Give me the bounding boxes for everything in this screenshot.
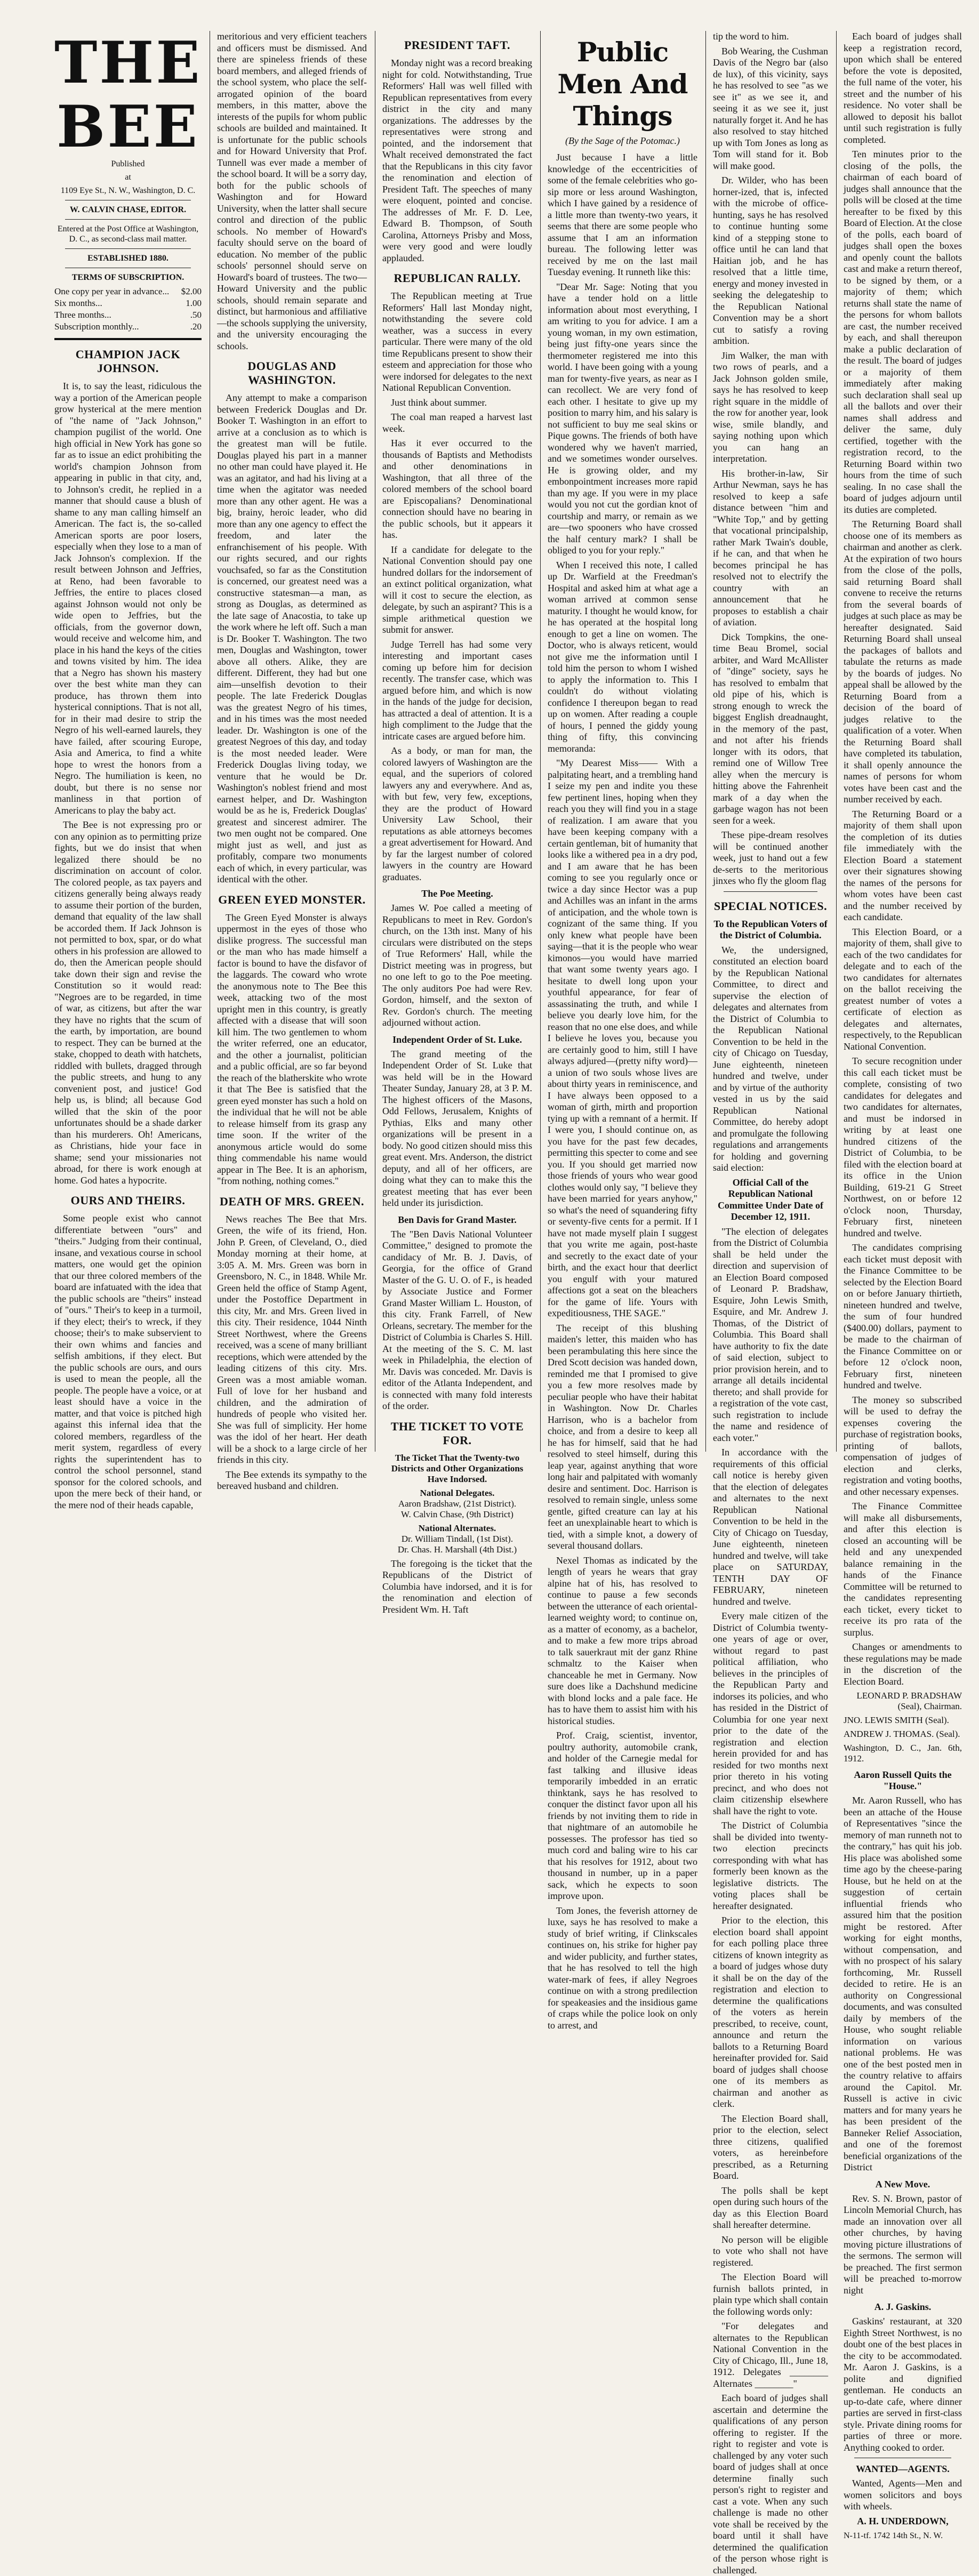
article-paragraph: The Election Board shall, prior to the election, select three citizens, qualified voters, as hereinbefore prescribed, as a Returning Board. — [713, 2113, 828, 2181]
article-paragraph: The Finance Committee will make all disbursements, and after this election is closed an accounting will be held and any unexpended balance remaining in the hands of the Finance Committee will be returned to the candidates representing each ticket, every ticket to receive its pro rata of the surplus. — [844, 1501, 962, 1638]
article-paragraph: Some people exist who cannot differentiate between "ours" and "theirs." Judging from their continual, insane, and vexatious course in school matters, one would get the opinion that our three colored members of the board are infatuated with the idea that the public schools are "theirs" instead of "ours." Their's to keep in a turmoil, if they elect; their's to wreck, if they choose; their's to make subservient to their own whims and fancies and selfish ambitions, if they elect. But the public schools are ours, and ours is used to mean the people, all the people. The people have a voice, or at least should have a voice in the matter, and that voice is pitched high against this infernal idea that the colored members, regardless of the merit system, regardless of every rights the superintendent has to control the school personnel, stand sponsor for the colored schools, and upon the mere beck of their hand, or the mere nod of their heads capable, — [54, 1213, 202, 1510]
signature: LEONARD P. BRADSHAW (Seal), Chairman. — [856, 1690, 962, 1711]
article-title: SPECIAL NOTICES. — [713, 899, 828, 913]
article-paragraph: The Green Eyed Monster is always uppermost in the eyes of those who dislike progress. The successful man or the man who has made himself a factor is bound to have the disfavor of the laggards. The coward who wrote the anonymous note to The Bee this week, attacking two of the most upright men in this country, is greatly affected with a disease that will soon kill him. The two gentlemen to whom the writer referred, one an educator, and the other a journalist, politician and a public official, are so far beyond the reach of the blatherskite who wrote it that The Bee is satisfied that the green eyed monster has such a hold on the individual that he will not be able to release himself from its grasp any time soon. If the writer of the anonymous article would do some thing commendable his name would appear in The Bee. It is an aphorism, "from nothing, nothing comes." — [217, 912, 367, 1186]
article-title: GREEN EYED MONSTER. — [218, 892, 366, 906]
article-paragraph: Dr. Wilder, who has been horner-ized, that is, infected with the microbe of office-hunting, says he has resolved to continue hunting some kind of a stepping stone to office until he can land that Haitian job, and he has resolved that a little time, energy and money invested in seeking the delegateship to the Republican National Convention may be a short cut to satisfy a roving ambition. — [713, 175, 828, 346]
article-paragraph: Prof. Craig, scientist, inventor, poultry authority, automobile crank, and holder of the Carnegie medal for fast talking and illusive ideas temporarily imbedded in an erratic thinktank, says he has resolved to conquer the distinct favor upon all his friends by not inviting them to ride in that nightmare of an automobile he possesses. The professor has tied so much cord and baling wire to his car that his resolves for 1912, about two thousand in number, up in a paper sack, which he expects to soon improve upon. — [548, 1730, 697, 1901]
article-title: DOUGLAS AND WASHINGTON. — [247, 359, 336, 387]
article-paragraph: Judge Terrell has had some very interesting and important cases coming up before him for decision recently. The transfer case, which was argued before him, and which is now in the hands of the judge for decision, has attracted a deal of attention. It is a high compliment to the Judge that the intricate cases are argued before him. — [382, 639, 532, 742]
article-title: Ben Davis for Grand Master. — [398, 1214, 517, 1225]
article-paragraph: The "Ben Davis National Volunteer Committee," designed to promote the candidacy of Mr. B. J. Davis, of Georgia, for the office of Grand Master of the G. U. O. of F., is headed by Associate Justice and Former Grand Master William L. Houston, of this city. Frank Farrell, of New Orleans, secretary. The member for the District of Columbia is Charles S. Hill. At the meeting of the S. C. M. last week in Philadelphia, the election of Mr. Davis was conceded. Mr. Davis is editor of the Atlanta Independent, and is connected with many fold interests of the order. — [382, 1228, 532, 1411]
article-title: OURS AND THEIRS. — [70, 1194, 186, 1207]
article-paragraph: Each board of judges shall keep a registration record, upon which shall be entered before the vote is deposited, the full name of the voter, his street and the number of his residence. No voter shall be allowed to deposit his ballot until such registration is fully completed. — [844, 31, 962, 145]
article-paragraph: These pipe-dream resolves will be continued another week, just to hand out a few de-serts to the meritorious jinxes who fly the gloom flag — [713, 830, 828, 886]
article-paragraph: The Election Board will furnish ballots printed, in plain type which shall contain the following words only: — [713, 2272, 828, 2317]
article-paragraph: Tom Jones, the feverish attorney de luxe, says he has resolved to make a study of brief writing, if Clinkscales continues on, his strike for higher pay and wider publicity, and further states, that he has resolved to tell the high water-mark of fees, if alley Negroes continue on with a strong predilection for speakeasies and the insidious game of craps while the police look on only to arrest, and — [548, 1905, 697, 2031]
terms-row: Six months... 1.00 — [54, 298, 202, 308]
terms-row: Three months... .50 — [54, 310, 202, 320]
article-paragraph: In accordance with the requirements of this official call notice is hereby given that the election of delegates and alternates to the next Republican National Convention to be held in the City of Chicago on Tuesday, June eighteenth, nineteen hundred and twelve, will take place on SATURDAY, TENTH DAY OF FEBRUARY, nineteen hundred and twelve. — [713, 1447, 828, 1607]
article-paragraph: Any attempt to make a comparison between Frederick Douglas and Dr. Booker T. Washington in an effort to arrive at a conclusion as to which is the greatest man will be futile. Douglas played his part in a manner no other man could have played it. He was an agitator, and had his living at a time when the agitator was needed more than any other agent. He was a big, brainy, heroic leader, who did more than any one agency to effect the freedom, and later the enfranchisement of his people. With our rights secured, and our rights vouchsafed, so far as the Constitution is concerned, our greatest need was a constructive statesman—a man, as strong as Douglas, as determined as the late sage of Anacostia, to take up the work where he left off. Such a man is Dr. Booker T. Washington. The two men, Douglas and Washington, tower above all others. Alike, they are different. Different, they had but one aim—unselfish devotion to their people. The late Frederick Douglas was the greatest Negro of his times, and in his times was the most needed leader. Dr. Washington is one of the greatest Negroes of this day, and today is the most needed leader. Were Frederick Douglas living today, we venture that he would be Dr. Washington's noblest friend and most earnest helper, and Dr. Washington would be as he is, Frederick Douglas' greatest and sincerest admirer. The two men ought not be compared. One might just as well, and just as profitably, compare two monuments each of which, in every particular, was identical with the other. — [217, 392, 367, 884]
ticket-alternate: Dr. William Tindall, (1st Dist). — [401, 1533, 513, 1544]
published-label: Published — [111, 159, 145, 168]
article-paragraph: Nexel Thomas as indicated by the length of years he wears that gray alpine hat of his, has resolved to continue to pause a few seconds between the utterance of each oriental-learned weighty word; to continue on, as a matter of economy, as a bachelor, and to make a few more trips abroad to talk sauerkraut mit der ganz Rhine schmaltz to the Kaiser when chanceable he met in Germany. Now sure does like a Dachshund medicine with blond locks and a pale face. He has to have them to assist him with his historical studies. — [548, 1555, 697, 1726]
article-paragraph: "Dear Mr. Sage: Noting that you have a tender hold on a little information about most everything, I am writing to you for advice. I am a young woman, in my own estimation, being just fifty-one years since the thermometer registered me into this world. I have been going with a young man for twenty-five years, as near as I can recollect. We are very fond of each other. I hesitate to give up my position to marry him, and his salary is not sufficient to buy me seal skins or Pique gowns. The friends of both have wondered why we haven't married, and we sometimes wonder ourselves. He is growing older, and my embonpointment increases more rapid than my age. If you were in my place would you not cut the gordian knot of courtship and marry, or remain as we are—two spooners who have crossed the half century mark? I shall be obliged to you for your reply." — [548, 281, 697, 556]
article-paragraph: Each board of judges shall ascertain and determine the qualifications of any person offering to register. If the right to register and vote is challenged by any voter such board of judges shall at once determine finally such person's right to register and cast a vote. When any such challenge is made no other vote shall be received by the board until it shall have determined the qualification of the person whose right is challenged. — [713, 2393, 828, 2575]
article-paragraph: We, the undersigned, constituted an election board by the Republican National Committee, to direct and supervise the election of delegates and alternates from the District of Columbia to the Republican National Convention to be held in the city of Chicago on Tuesday, June eighteenth, nineteen hundred and twelve, under and by virtue of the authority vested in us by the said Republican National Committee, do hereby adopt and promulgate the following regulations and arrangements for holding and governing said election: — [713, 944, 828, 1173]
terms-row: One copy per year in advance... $2.00 — [54, 286, 202, 296]
article-paragraph: The Republican meeting at True Reformers' Hall last Monday night, notwithstanding the severe cold weather, was a success in every particular. There were many of the old time Republicans present to show their esteem and appreciation for those who were indorsed for delegates to the next National Republican Convention. — [382, 291, 532, 393]
established: ESTABLISHED 1880. — [87, 254, 168, 263]
column-5 — [707, 31, 834, 2575]
article-paragraph: The Bee extends its sympathy to the bereaved husband and children. — [217, 1469, 367, 1491]
advertiser-address: N-11-tf. 1742 14th St., N. W. — [844, 2531, 943, 2540]
ticket-alternates-title: National Alternates. — [418, 1523, 496, 1533]
article-paragraph: Wanted, Agents—Men and women solicitors and boys with wheels. — [844, 2478, 962, 2511]
article-paragraph: His brother-in-law, Sir Arthur Newman, says he has resolved to keep a safe distance between "him and "White Top," and by getting that vocational principalship, rather Mark Twain's double, if he can, and that when he becomes principal he has resolved not to electrify the country with an announcement that he proposes to establish a chair of aviation. — [713, 468, 828, 627]
column-3 — [376, 31, 539, 1615]
article-paragraph: Ten minutes prior to the closing of the polls, the chairman of each board of judges shall announce that the polls will be closed at the time hereafter to be fixed by this Board of Election. At the close of the polls, each board of judges shall open the boxes and openly count the ballots cast and make a return thereof, to be signed by them, or a majority of them; which returns shall state the name of the persons for whom ballots are cast, the number received by each, and shall thereupon make a public declaration of the result. The board of judges or a majority of them immediately after making such declaration shall seal up all the ballots and over their names shall address and deliver the same, duly certified, together with the registration record, to the Returning Board within two hours from the time of such sealing. In no case shall the board of judges adjourn until its duties are completed. — [844, 149, 962, 515]
column-1 — [48, 29, 208, 1510]
article-title: REPUBLICAN RALLY. — [394, 271, 521, 285]
article-paragraph: The candidates comprising each ticket must deposit with the Finance Committee to be selected by the Election Board on or before January thirtieth, nineteen hundred and twelve, the sum of four hundred ($400.00) dollars, payment to be made to the chairman of the Finance Committee on or before 12 o'clock noon, February first, nineteen hundred and twelve. — [844, 1242, 962, 1390]
article-paragraph: "The election of delegates from the District of Columbia shall be held under the direction and supervision of an Election Board composed of Leonard P. Bradshaw, Esquire, John Lewis Smith, Esquire, and Mr. Andrew J. Thomas, of the District of Columbia. This Board shall have authority to fix the date of said election, subject to prior provision herein, and to arrange all details incidental thereto; and shall provide for a registration of the vote cast, such registration to include the name and residence of each voter." — [713, 1226, 828, 1443]
article-subtitle: To the Republican Voters of the District of Columbia. — [713, 918, 828, 940]
article-paragraph: This Election Board, or a majority of them, shall give to each of the two candidates for delegate and to each of the two candidates for alternates on the ballot receiving the greatest number of votes a certificate of election as delegates and alternates, respectively, to the Republican National Convention. — [844, 926, 962, 1052]
article-paragraph: Bob Wearing, the Cushman Davis of the Negro bar (also de lux), of this vicinity, says he has resolved to see "as we see it" as we see it, and seeing it as we see it, just naturally forget it. And he has also resolved to stay hitched up with Tom Jones as long as Tom will stand for it. Bob will make good. — [713, 45, 828, 171]
article-paragraph: No person will be eligible to vote who shall not have registered. — [713, 2234, 828, 2268]
article-title: DEATH OF MRS. GREEN. — [220, 1194, 364, 1208]
article-title: THE TICKET TO VOTE FOR. — [390, 1419, 524, 1447]
article-paragraph: To secure recognition under this call each ticket must be complete, consisting of two candidates for delegates and two candidates for alternates, and must be indorsed in writing by at least one hundred citizens of the District of Columbia, to be filed with the election board at its office in the Union Building, 619-21 G Street Northwest, on or before 12 o'clock noon, Thursday, February first, nineteen hundred and twelve. — [844, 1056, 962, 1238]
article-paragraph: The polls shall be kept open during such hours of the day as this Election Board shall hereafter determine. — [713, 2185, 828, 2230]
ticket-delegate: Aaron Bradshaw, (21st District). — [398, 1498, 517, 1509]
article-paragraph: As a body, or man for man, the colored lawyers of Washington are the equal, and the superiors of colored lawyers any and everywhere. And as, with but few, very few, exceptions, they are the product of Howard University Law School, their reputations as able attorneys becomes a great advertisement for Howard. And by far the largest number of colored lawyers in the country are Howard graduates. — [382, 745, 532, 882]
ticket-alternate: Dr. Chas. H. Marshall (4th Dist.) — [397, 1544, 517, 1555]
column-4 — [541, 31, 704, 2031]
editor: W. CALVIN CHASE, EDITOR. — [69, 205, 187, 214]
article-paragraph: Just because I have a little knowledge of the eccentricities of some of the female celebrities who go-sip more or less around Washington, which I have gained by a residence of a little more than twenty-two years, it seems that there are some people who assume that I am an information bureau. The following letter was received by me on the last mail Tuesday evening. It runneth like this: — [548, 152, 697, 277]
article-paragraph: meritorious and very efficient teachers and officers must be dismissed. And there are spineless friends of these board members, and alleged friends of the school system, who place the self-arrogated opinion of the board members, in this matter, above the interests of the pupils for whom public schools are builded and maintained. It is unfortunate for the public schools and for Howard University that Prof. Tunnell was ever made a member of the school board. It will be a sorry day, both for the public schools of Washington and for Howard University, when the latter shall secure control and direction of the public schools. No member of Howard's faculty should serve on the board of education. No member of the public schools' personnel should serve on Howard's board of trustees. The two—Howard University and the public schools, should remain separate and distinct, but harmonious and affiliative—the schools supplying the university, and the university encouraging the schools. — [217, 31, 367, 351]
terms-title: TERMS OF SUBSCRIPTION. — [71, 273, 184, 282]
article-paragraph: The money so subscribed will be used to defray the expenses covering the purchase of registration books, printing of ballots, compensation of judges of election and clerks, registration and voting booths, and other necessary expenses. — [844, 1394, 962, 1497]
article-title: CHAMPION JACK JOHNSON. — [75, 348, 181, 375]
article-title: Independent Order of St. Luke. — [392, 1034, 522, 1045]
article-title: The Poe Meeting. — [421, 888, 493, 899]
feature-title: Public Men And Things — [557, 36, 688, 132]
article-paragraph: If a candidate for delegate to the National Convention should pay one hundred dollars for the indorsement of an extinct political organization, what will it cost to secure the election, as delegate, by such an aspirant? This is a simple arithmetical question we submit for answer. — [382, 544, 532, 635]
ticket-delegate: W. Calvin Chase, (9th District) — [401, 1509, 513, 1519]
article-paragraph: The receipt of this blushing maiden's letter, this maiden who has been perambulating this here since the Dred Scott decision was handed down, reminded me that I promised to give you a few more resolves made by peculiar people who have their habitat in Washington. Now Dr. Charles Harrison, who is a bachelor from choice, and from a desire to keep all he has for himself, said that he had resolved to steel himself, during this leap year, against anything that wore long hair and palpitated with womanly desire and sentiment. Doc. Harrison is resolved to remain single, unless some gentle, gifted creature can lay at his feet an unexplainable heart to which is tied, with a simple knot, a dowery of several thousand dollars. — [548, 1322, 697, 1551]
entered-notice: Entered at the Post Office at Washington, D. C., as second-class mail matter. — [57, 224, 199, 244]
article-paragraph: The Returning Board or a majority of them shall upon the completion of its duties file immediately with the Election Board a statement over their signatures showing the names of the persons for whom votes have been cast and the number received by each candidate. — [844, 808, 962, 922]
advertiser-name: A. H. UNDERDOWN, — [857, 2515, 949, 2526]
article-title: A. J. Gaskins. — [874, 2301, 932, 2312]
article-paragraph: Rev. S. N. Brown, pastor of Lincoln Memorial Church, has made an innovation over all other churches, by having moving picture illustrations of the sermons. The sermon will be preached. The first sermon will be preached to-morrow night — [844, 2193, 962, 2296]
article-subtitle: Official Call of the Republican National Committee Under Date of December 12, 1911. — [717, 1177, 824, 1222]
column-6 — [837, 31, 968, 2540]
article-paragraph: Every male citizen of the District of Columbia twenty-one years of age or over, without regard to past political affiliation, who believes in the principles of the Republican Party and indorses its policies, and who has resided in the District of Columbia for one year next prior to the date of the registration and election herein provided for and has resided for two months next prior thereto in his voting precinct, and who does not claim citizenship elsewhere shall have the right to vote. — [713, 1611, 828, 1816]
article-paragraph: The coal man reaped a harvest last week. — [382, 412, 532, 434]
published-at: at — [125, 173, 131, 182]
article-paragraph: The grand meeting of the Independent Order of St. Luke that was held will be in the Howard Theater Sunday, January 28, at 3 P. M. The highest officers of the Masons, Odd Fellows, Jerusalem, Knights of Pythias, Elks and many other organizations will be present in a body. No good citizen should miss this great event. Mrs. Anderson, the district deputy, and all of her officers, are doing what they can to make this the greatest meeting that has ever been held under its jurisdiction. — [382, 1048, 532, 1208]
signature-date: Washington, D. C., Jan. 6th, 1912. — [844, 1743, 962, 1764]
article-title: PRESIDENT TAFT. — [404, 38, 511, 52]
article-title: A New Move. — [875, 2178, 930, 2189]
article-paragraph: Prior to the election, this election board shall appoint for each polling place three citizens of known integrity as a board of judges whose duty it shall be on the day of the registration and election to determine the qualifications of the voters as herein prescribed, to receive, count, announce and return the ballots to a Returning Board hereinafter provided for. Said board of judges shall choose one of its members as chairman and another as clerk. — [713, 1915, 828, 2109]
article-paragraph: Dick Tompkins, the one-time Beau Bromel, social arbiter, and Ward McAllister of "dinge" society, says he has resolved to embalm that old pipe of his, which is strong enough to wreck the biggest English dreadnaught, in the memory of the past, and not after his friends longer with its odors, that remind one of Willow Tree alley when the mercury is hitting above the Fahrenheit mark of a day when the garbage wagon has not been seen for a week. — [713, 631, 828, 826]
article-title: Aaron Russell Quits the "House." — [854, 1769, 952, 1791]
signature: JNO. LEWIS SMITH (Seal). — [844, 1715, 949, 1725]
article-paragraph: Changes or amendments to these regulations may be made in the discretion of the Election Board. — [844, 1641, 962, 1687]
article-paragraph: James W. Poe called a meeting of Republicans to meet in Rev. Gordon's church, on the 13th inst. Many of his circulars were distributed on the steps of True Reformers' Hall, while the District meeting was in progress, but no one left to go to the Poe meeting. The only auditors Poe had were Rev. Gordon, himself, and the sexton of Rev. Gordon's church. The meeting adjourned without action. — [382, 903, 532, 1028]
signature: ANDREW J. THOMAS. (Seal). — [844, 1729, 960, 1739]
column-2 — [211, 31, 373, 1491]
masthead-title: THE BEE — [54, 29, 202, 160]
terms-row: Subscription monthly... .20 — [54, 321, 202, 332]
ticket-delegates-title: National Delegates. — [420, 1487, 495, 1498]
article-paragraph: When I received this note, I called up Dr. Warfield at the Freedman's Hospital and asked him at what age a woman arrived at common sense maturity. I thought he would know, for he has operated at the hospital long enough to get a line on women. The Doctor, who is always reticent, would not give me the information until I told him the person to whom I wished to apply the information to. This I couldn't do without violating confidence I thereupon began to read up on women. After reading a couple of hours, I penned the giddy young thing of fifty, this convincing memoranda: — [548, 559, 697, 754]
article-paragraph: Has it ever occurred to the thousands of Baptists and Methodists and other denominations in Washington, that all three of the colored members of the school board are Episcopalians? Denominational connection should have no bearing in the public schools, but it appears it has. — [382, 438, 532, 540]
article-paragraph: Jim Walker, the man with two rows of pearls, and a Jack Johnson golden smile, says he has resolved to keep right square in the middle of the row for another year, look wise, smile blandly, and saying nothing upon which you can hang an interpretation. — [713, 350, 828, 464]
article-paragraph: "For delegates and alternates to the Republican National Convention in the City of Chicago, Ill., June 18, 1912. Delegates ________ Alternates ________" — [713, 2321, 828, 2389]
article-paragraph: The foregoing is the ticket that the Republicans of the District of Columbia have indorsed, and it is for the renomination and election of President Wm. H. Taft — [382, 1558, 532, 1615]
article-paragraph: Monday night was a record breaking night for cold. Notwithstanding, True Reformers' Hall was well filled with Republican representatives from every district in the city and many organizations. The addresses by the representatives were strong and pointed, and the indorsement that Whalt received demonstrated the fact that the Republicans in this city favor the renomination and election of President Taft. The speeches of many were eloquent, pointed and concise. The addresses of Mr. F. D. Lee, Edward B. Thompson, of South Carolina, Attorneys Prisby and Moss, were very good and were loudly applauded. — [382, 58, 532, 263]
article-paragraph: News reaches The Bee that Mrs. Green, the wife of its friend, Hon. John P. Green, of Cleveland, O., died Monday morning at their home, at 3:05 A. M. Mrs. Green was born in Greensboro, N. C., in 1848. While Mr. Green held the office of Stamp Agent, under the Postoffice Department in this city, Mr. and Mrs. Green lived in this city. Their residence, 1044 Ninth Street Northwest, where the Greens received, was a scene of many brilliant receptions, which were attended by the leading citizens of this city. Mrs. Green was a most amiable woman. Full of love for her husband and children, and the admiration of hundreds of people who visited her. She was full of simplicity. Her home was the idol of her heart. Her death will be a shock to a large circle of her friends in this city. — [217, 1213, 367, 1465]
article-title: WANTED—AGENTS. — [856, 2464, 950, 2474]
article-paragraph: It is, to say the least, ridiculous the way a portion of the American people grow hysterical at the mere mention of "the name of "Jack Johnson," champion pugilist of the world. One high official in New York has gone so far as to issue an edict prohibiting the world's champion Johnson from appearing in public in that city, and, to Johnson's credit, he replied in a manner that should cause a blush of shame to any man calling himself an American. The fact is, the so-called American sports are poor losers, especially when they lose to a man of Jack Johnson's complexion. If the result between Johnson and Jeffries, at Reno, had been favorable to Jeffries, the entire to places closed against Johnson would not only be wide open to Jeffries, but the officials, from the governor down, would receive and welcome him, and place in his hand the keys of the cities and towns visited by him. The idea that a Negro has shown his mastery over the best white man they can produce, has thrown them into hysterical conniptions. That is not all, for in their mad desire to strip the Negro of his well-earned laurels, they have failed, after scouring Europe, Asia and America, to find a white hope to wrest the honors from a Negro. The humiliation is keen, no doubt, but there is no sense nor manliness in that portion of Americans to play the baby act. — [54, 381, 202, 816]
article-paragraph: Just think about summer. — [391, 397, 487, 408]
address: 1109 Eye St., N. W., Washington, D. C. — [60, 186, 196, 195]
article-paragraph: "My Dearest Miss—— With a palpitating heart, and a trembling hand I seize my pen and indite you these few pertinent lines, hoping when they reach you they will find you in a stage of realization. I am aware that you have been keeping company with a certain gentleman, bit of humanity that looks like a withered pea in a dry pod, and I am aware that he has been coming to see you regularly once or twice a day since Hector was a pup and Achilles was an infant in the arms of anticipation, and the whole town is cognizant of the same thing. If you only knew what people have been saying—that it is the people who wear kimonos—you would have married that want some twenty years ago. I hesitate to dwell long upon your youthful appearance, for fear of assassinating the truth, and while I believe you dearly love him, for the reason that no one else does, and while I believe he loves you, because you are certainly good to him, still I have always adjured—(pretty nifty word)—a union of two souls whose lives are about thirty years in reminiscence, and I have always been opposed to a woman of girth, mirth and proportion tying up with a remnant of a hermit. If I were you, I should continue on, as you have for the past few decades, permitting this specter to come and see you. If you should get married now those friends of yours who wear good clothes would only say, "I believe they have been married for years anyhow," so what's the need of squandering fifty or seventy-five cents for a permit. If I have not made myself plain I suggest that you write me again, post-haste and secretly to the exact date of your birth, and the exact hour that deerlict you engulf with your matured affections got a seat on the bleachers for the game of life. Yours with expeditiousness, THE SAGE." — [548, 758, 697, 1318]
article-paragraph: The Bee is not expressing pro or con any opinion as to permitting prize fights, but we do insist that when legalized there should be no discrimination on account of color. The colored people, as tax payers and citizens generally being always ready to assume their portion of the burden, demand that equality of the law shall be accorded them. If Jack Johnson is not permitted to box, spar, or do what others in his profession are allowed to do, then the American people should take down their sign and revise the Constitution so it would read: "Negroes are to be regarded, in time of war, as citizens, but after the war they have no rights that the scum of the earth, by importation, are bound to respect. They can be burned at the stake, chopped to death with hatchets, riddled with bullets, dragged through the public streets, and hung to any convenient post, and justice! God help us, is blind; all because God willed that the skin of the poor unfortunates should be a shade darker than his murderers. Oh! Americans, as Christians, hide your face in shame; send your missionaries not abroad, for there is work enough at home. God hates a hypocrite. — [54, 819, 202, 1186]
article-paragraph: tip the word to him. — [713, 31, 789, 42]
article-paragraph: Gaskins' restaurant, at 320 Eighth Street Northwest, is no doubt one of the best places in the city to be accommodated. Mr. Aaron J. Gaskins, is a polite and dignified gentleman. He conducts an up-to-date cafe, where dinner parties are served in first-class style. Private dining rooms for parties of three or more. Anything cooked to order. — [844, 2316, 962, 2453]
article-paragraph: The District of Columbia shall be divided into twenty-two election precincts corresponding with what has formerly been known as the legislative districts. The voting places shall be hereafter designated. — [713, 1820, 828, 1911]
ticket-subtitle: The Ticket That the Twenty-two Districts and Other Organizations Have Indorsed. — [391, 1452, 524, 1484]
feature-byline: (By the Sage of the Potomac.) — [565, 135, 680, 146]
article-paragraph: The Returning Board shall choose one of its members as chairman and another as clerk. At the expiration of two hours from the close of the polls, said returning Board shall convene to receive the returns from the several boards of judges at such place as may be hereafter designated. Said Returning Board shall unseal the packages of ballots and tabulate the returns as made by the boards of judges. No appeal shall be allowed by the Returning Board from a decision of the board of judges relative to the qualification of a voter. When the Returning Board shall have completed its tabulation, it shall openly announce the names of persons for whom votes have been cast and the number received by each. — [844, 519, 962, 804]
article-paragraph: Mr. Aaron Russell, who has been an attache of the House of Representatives "since the memory of man runneth not to the contrary," has quit his job. His place was abolished some time ago by the cheese-paring House, but he held on at the suggestion of certain influential friends who assured him that the position might be restored. After working for eight months, without compensation, and with no prospect of his salary forthcoming, Mr. Russell decided to retire. He is an authority on Congressional documents, and was consulted daily by members of the House, who sought reliable information on various national problems. He was one of the best posted men in the country relative to affairs around the Capitol. Mr. Russell is active in civic matters and for many years he has been president of the Banneker Relief Association, and one of the foremost beneficial organizations of the District — [844, 1795, 962, 2172]
